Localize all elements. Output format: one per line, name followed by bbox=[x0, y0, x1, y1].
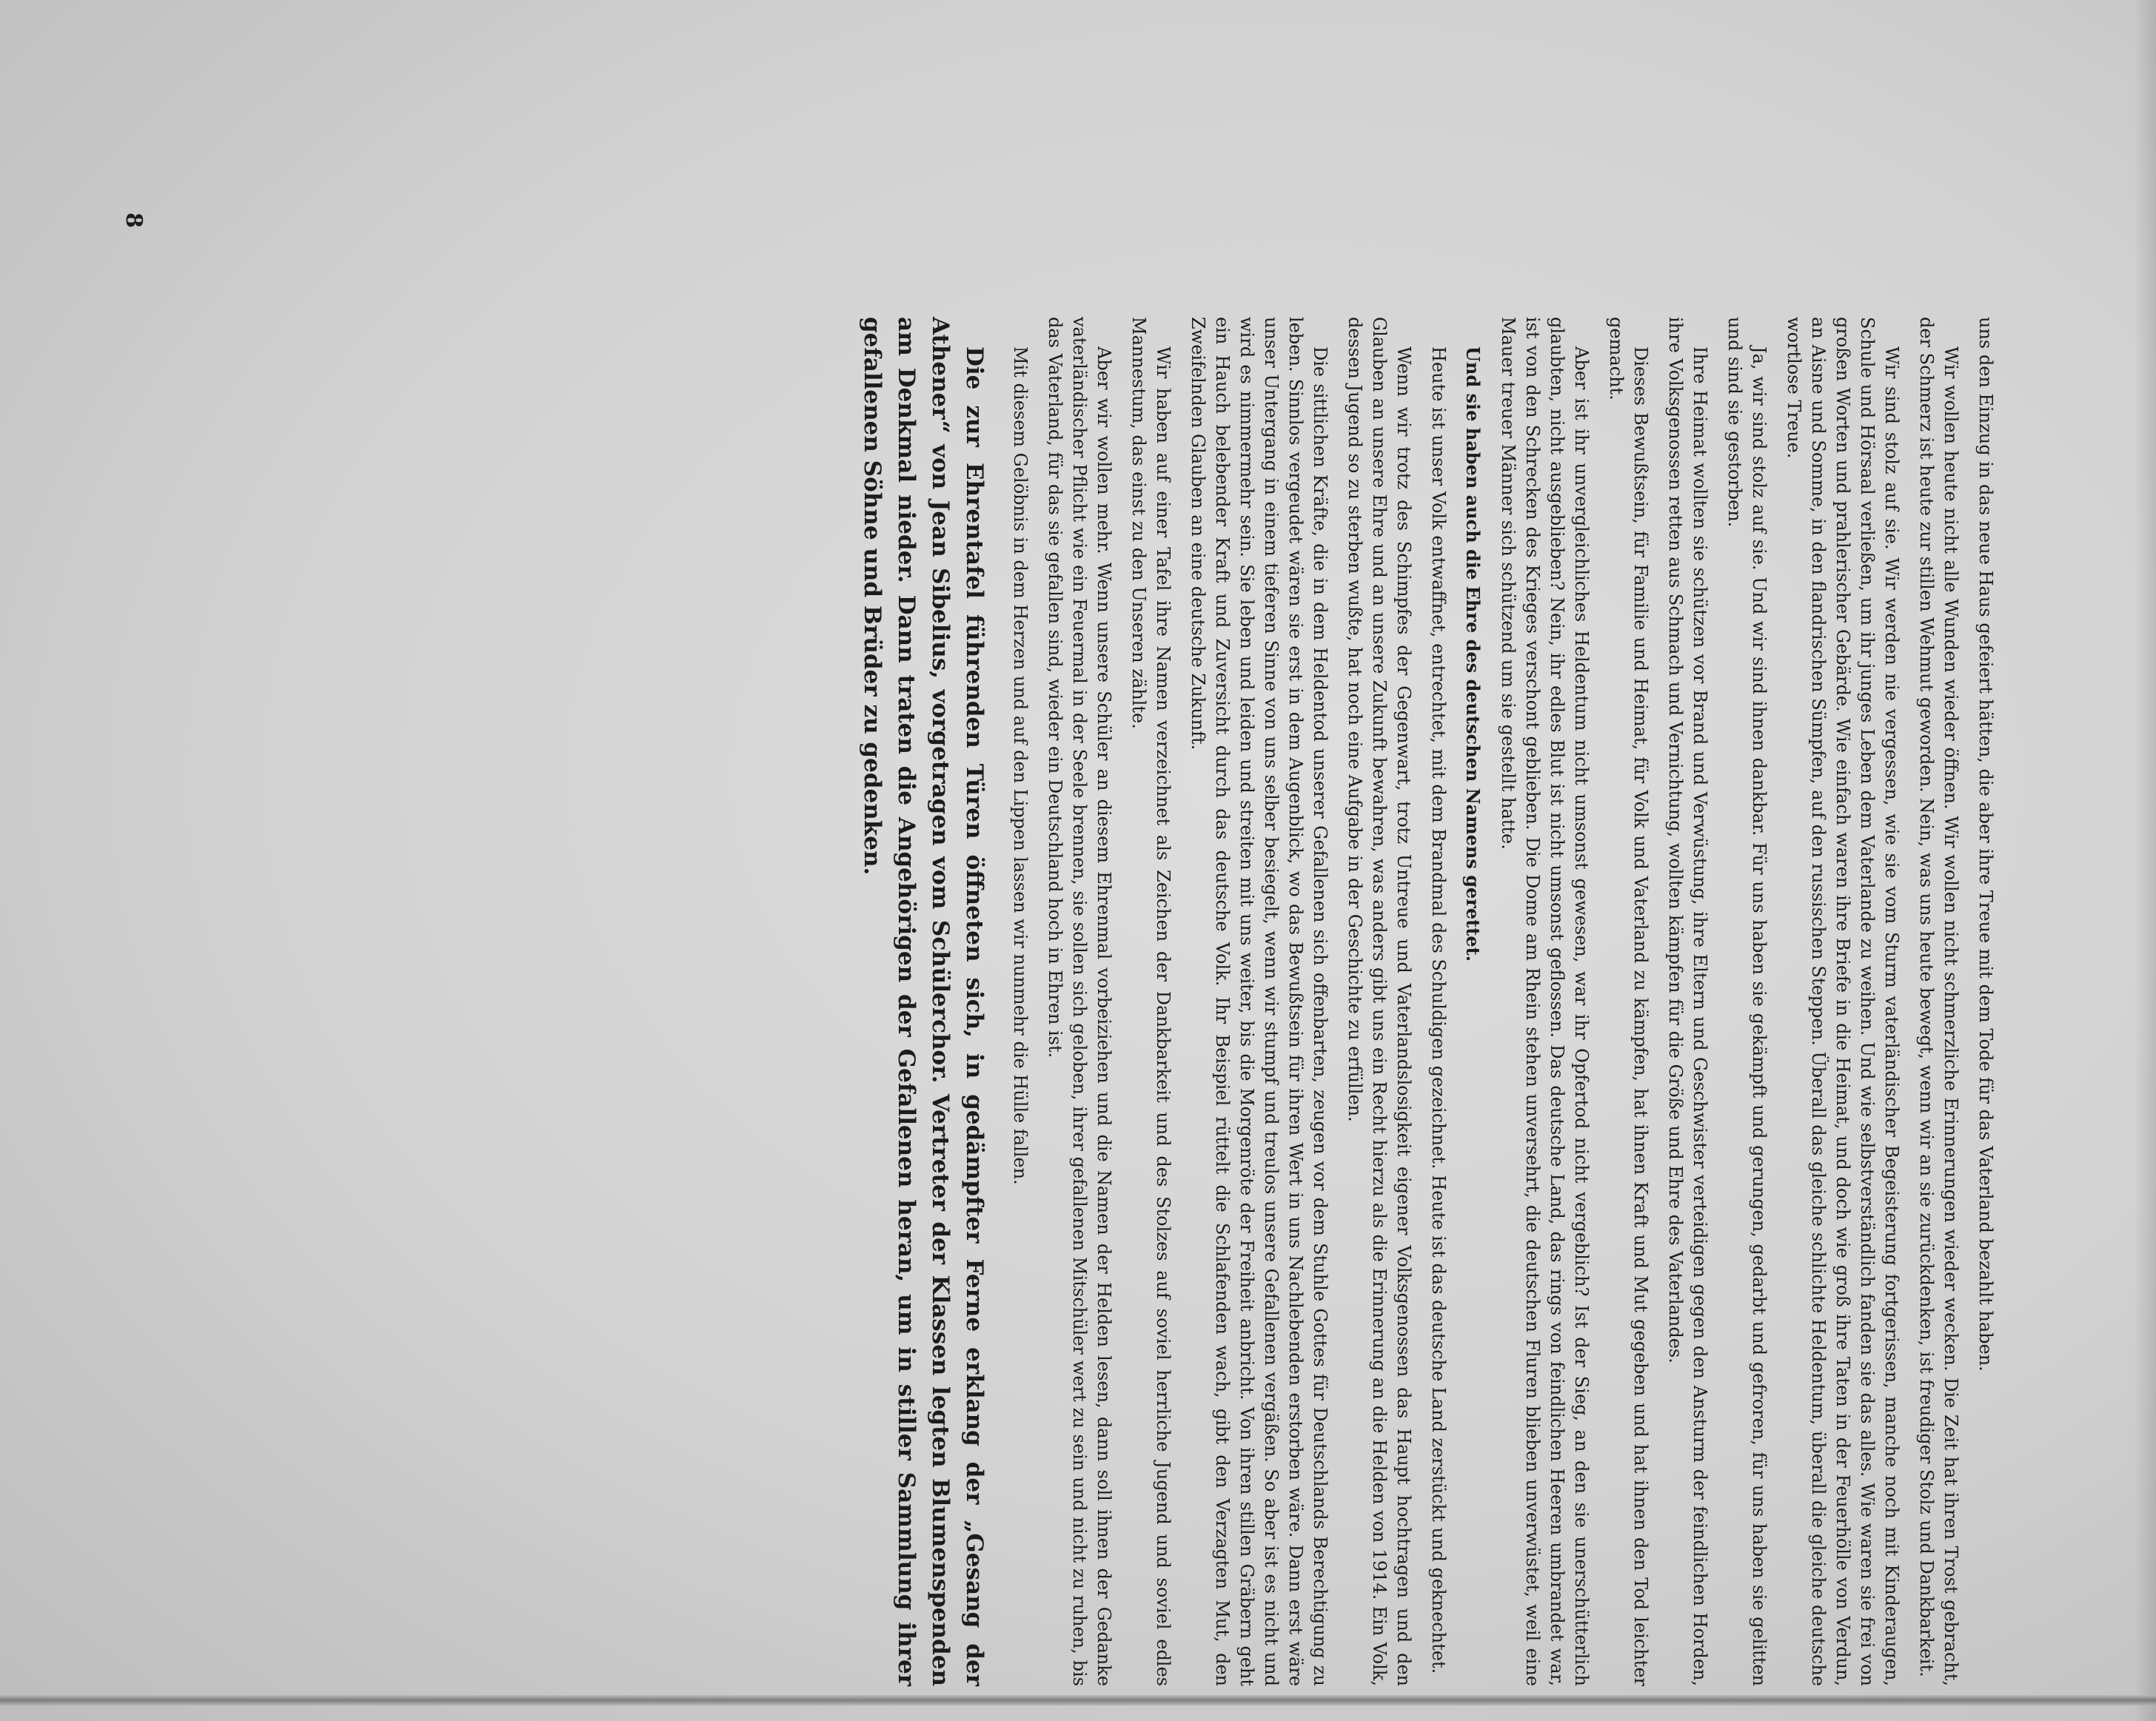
page-number: 8 bbox=[120, 212, 147, 228]
rotated-text-block bbox=[176, 317, 1998, 1686]
paragraph: Wir haben auf einer Tafel ihre Namen verzeichnet als Zeichen der Dankbarkeit und des Stolzes auf soviel herrliche Jugend und soviel edles Mannestum, das einst zu den Unseren zählte. bbox=[1128, 317, 1174, 1686]
paragraph: Die sittlichen Kräfte, die in dem Heldentod unserer Gefallenen sich offenbarten, zeugen vor dem Stuhle Gottes für Deutschlands Berechtigung zu leben. Sinnlos vergeudet wären sie erst in dem Augenblick, wo das Bewußtsein für ihren Wert in uns Nachlebenden erstorben wäre. Dann erst wäre unser Untergang in einem tieferen Sinne von uns selber besiegelt, wenn wir stumpf und treulos unsere Gefallenen vergäßen. So aber ist es nicht und wird es nimmermehr sein. Sie leben und leiden und streiten mit uns weiter, bis die Morgenröte der Freiheit anbricht. Von ihren stillen Gräbern geht ein Hauch belebender Kraft und Zuversicht durch das deutsche Volk. Ihr Beispiel rüttelt die Schlafenden wach, gibt den Verzagten Mut, den Zweifelnden Glauben an eine deutsche Zukunft. bbox=[1188, 317, 1330, 1686]
paragraph: Und sie haben auch die Ehre des deutschen Namens gerettet. bbox=[1462, 346, 1484, 962]
paragraph: uns den Einzug in das neue Haus gefeiert hätten, die aber ihre Treue mit dem Tode für das Vaterland bezahlt haben. bbox=[1975, 317, 1996, 1372]
paragraph: Mit diesem Gelöbnis in dem Herzen und auf den Lippen lassen wir nunmehr die Hülle fallen. bbox=[1010, 346, 1031, 1185]
closing-paragraph: Die zur Ehrentafel führenden Türen öffneten sich, in gedämpfter Ferne erklang der „Gesang der Athener“ von Jean Sibelius, vorgetragen vom Schülerchor. Vertreter der Klassen legten Blumenspenden am Denkmal nieder. Dann traten die Angehörigen der Gefallenen heran, um in stiller Sammlung ihrer gefallenen Söhne und Brüder zu gedenken. bbox=[859, 317, 988, 1686]
paragraph: Dieses Bewußtsein, für Familie und Heimat, für Volk und Vaterland zu kämpfen, hat ihnen Kraft und Mut gegeben und hat ihnen den Tod leichter gemacht. bbox=[1606, 317, 1651, 1686]
paragraph: Ja, wir sind stolz auf sie. Und wir sind ihnen dankbar. Für uns haben sie gekämpft und gerungen, gedarbt und gefroren, für uns haben sie gelitten und sind sie gestorben. bbox=[1724, 317, 1770, 1686]
paragraph: Aber wir wollen mehr. Wenn unsere Schüler an diesem Ehrenmal vorbeiziehen und die Namen der Helden lesen, dann soll ihnen der Gedanke vaterländischer Pflicht wie ein Feuermal in der Seele brennen, sie sollen sich geloben, ihrer gefallenen Mitschüler wert zu sein und nicht zu ruhen, bis das Vaterland, für das sie gefallen sind, wieder ein Deutschland hoch in Ehren ist. bbox=[1045, 317, 1114, 1686]
paragraph: Heute ist unser Volk entwaffnet, entrechtet, mit dem Brandmal des Schuldigen gezeichnet. Heute ist das deutsche Land zerstückt und geknechtet. bbox=[1428, 346, 1449, 1674]
paragraph: Wir sind stolz auf sie. Wir werden nie vergessen, wie sie vom Sturm vaterländischer Begeisterung fortgerissen, manche noch mit Kinderaugen, Schule und Hörsaal verließen, um ihr junges Leben dem Vaterlande zu weihen. Und wie selbstverständlich fanden sie das alles. Wie waren sie frei von großen Worten und prahlerischer Gebärde. Wie einfach waren ihre Briefe in die Heimat, und doch wie groß ihre Taten in der Feuerhölle von Verdun, an Aisne und Somme, in den flandrischen Sümpfen, auf den russischen Steppen. Überall das gleiche schlichte Heldentum, überall die gleiche deutsche wortlose Treue. bbox=[1784, 317, 1902, 1686]
page-edge-shadow bbox=[2134, 0, 2156, 1721]
page-fold-line bbox=[0, 1695, 2156, 1705]
paragraph: Wenn wir trotz des Schimpfes der Gegenwart, trotz Untreue und Vaterlandslosigkeit eigener Volksgenossen das Haupt hochtragen und den Glauben an unsere Ehre und an unsere Zukunft bewahren, was anders gibt uns ein Recht hierzu als die Erinnerung an die Helden von 1914. Ein Volk, dessen Jugend so zu sterben wußte, hat noch eine Aufgabe in der Geschichte zu erfüllen. bbox=[1345, 317, 1414, 1686]
paragraph: Ihre Heimat wollten sie schützen vor Brand und Verwüstung, ihre Eltern und Geschwister verteidigen gegen den Ansturm der feindlichen Horden, ihre Volksgenossen retten aus Schmach und Vernichtung, wollten kämpfen für die Größe und Ehre des Vaterlandes. bbox=[1665, 317, 1710, 1686]
paragraph: Aber ist ihr unvergleichliches Heldentum nicht umsonst gewesen, war ihr Opfertod nicht vergeblich? Ist der Sieg, an den sie unerschütterlich glaubten, nicht ausgeblieben? Nein, ihr edles Blut ist nicht umsonst geflossen. Das deutsche Land, das rings von feindlichen Heeren umbrandet war, ist von den Schrecken des Krieges verschont geblieben. Die Dome am Rhein stehen unversehrt, die deutschen Fluren blieben unverwüstet, weil eine Mauer treuer Männer sich schützend um sie gestellt hatte. bbox=[1498, 317, 1592, 1686]
paragraph: Wir wollen heute nicht alle Wunden wieder öffnen. Wir wollen nicht schmerzliche Erinnerungen wieder wecken. Die Zeit hat ihren Trost gebracht, der Schmerz ist heute zur stillen Wehmut geworden. Nein, was uns heute bewegt, wenn wir an sie zurückdenken, ist freudiger Stolz und Dankbarkeit. bbox=[1916, 317, 1961, 1686]
